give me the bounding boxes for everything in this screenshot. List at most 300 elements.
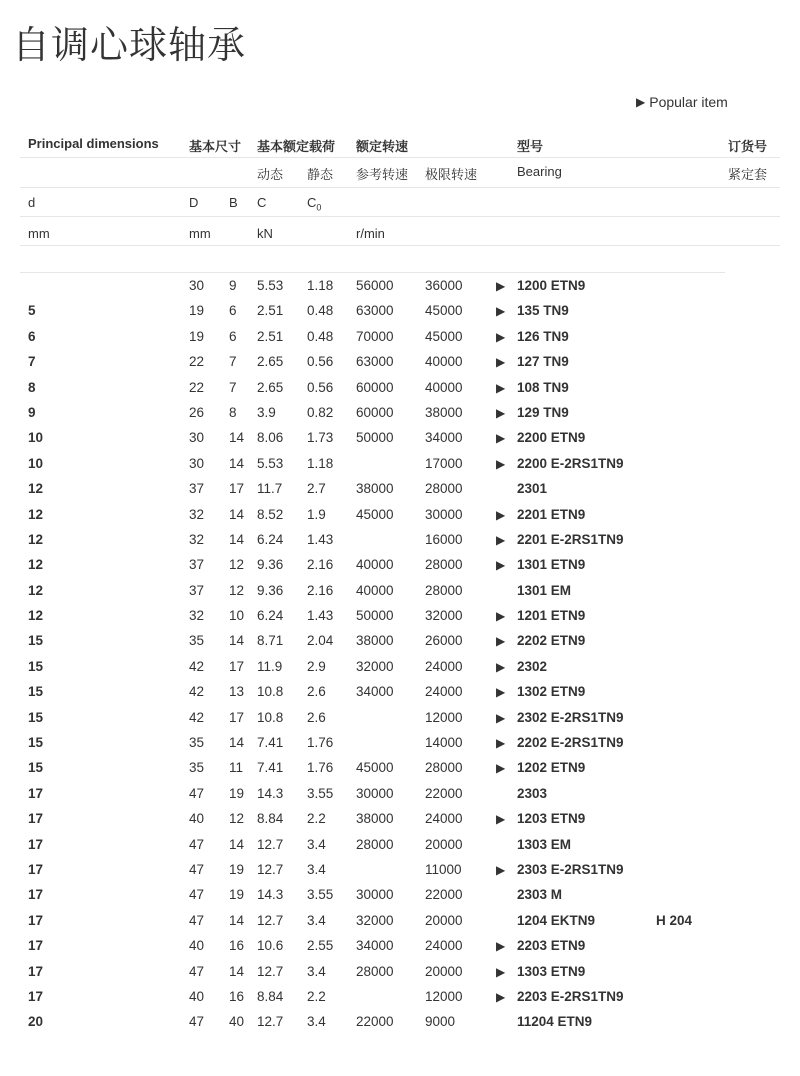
cell-outer-diameter: 32 [189,608,205,624]
cell-reference-speed: 56000 [356,278,394,293]
cell-width: 14 [229,912,245,928]
cell-dynamic-load: 8.84 [257,811,284,827]
cell-static-load: 2.9 [307,658,326,674]
header-reference-speed: 参考转速 [356,167,409,182]
cell-reference-speed: 22000 [356,1014,394,1030]
cell-limiting-speed: 40000 [425,354,463,370]
cell-d: 12 [28,531,44,547]
cell-width: 10 [229,608,245,624]
bearing-designation-link[interactable]: 1303 EM [517,836,572,852]
bearing-designation-link[interactable]: 2203 E-2RS1TN9 [517,988,624,1004]
table-row [0,1010,800,1035]
cell-width: 40 [229,1014,245,1030]
table-row [0,629,800,654]
table-row [0,528,800,553]
cell-reference-speed: 32000 [356,658,394,674]
cell-static-load: 2.2 [307,988,326,1004]
cell-outer-diameter: 30 [189,278,205,293]
cell-width: 11 [229,760,244,776]
cell-static-load: 3.55 [307,785,334,801]
cell-static-load: 0.56 [307,354,334,370]
header-load-rating: 基本额定载荷 [257,139,336,154]
header-C0 [307,195,321,213]
cell-limiting-speed: 28000 [425,481,463,497]
cell-reference-speed: 38000 [356,811,394,827]
cell-d: 17 [28,988,44,1004]
bearing-designation-link[interactable]: 2302 E-2RS1TN9 [517,709,624,725]
header-row-symbols [0,189,800,217]
cell-dynamic-load: 5.53 [257,278,284,293]
cell-static-load: 1.73 [307,430,334,446]
cell-limiting-speed: 12000 [425,709,463,725]
cell-limiting-speed: 32000 [425,608,463,624]
cell-dynamic-load: 10.6 [257,938,284,954]
cell-reference-speed: 45000 [356,506,394,522]
cell-limiting-speed: 9000 [425,1014,456,1030]
cell-d: 17 [28,811,44,827]
table-row [0,706,800,731]
cell-outer-diameter: 42 [189,684,205,700]
bearing-designation-link[interactable]: 2203 ETN9 [517,938,586,954]
cell-reference-speed: 28000 [356,836,394,852]
cell-static-load: 2.2 [307,811,326,827]
header-dynamic: 动态 [257,167,284,182]
cell-reference-speed: 38000 [356,481,394,497]
cell-dynamic-load: 8.06 [257,430,284,446]
bearing-designation-link[interactable]: 1302 ETN9 [517,684,586,700]
cell-outer-diameter: 40 [189,988,205,1004]
cell-static-load: 1.9 [307,506,326,522]
cell-width: 14 [229,506,245,522]
cell-d: 10 [28,430,44,446]
bearing-designation-link[interactable]: 1204 EKTN9 [517,912,596,928]
cell-static-load: 1.76 [307,760,334,776]
bearing-designation-link[interactable]: 2303 [517,785,548,801]
cell-reference-speed: 30000 [356,785,394,801]
cell-static-load: 3.55 [307,887,334,903]
cell-d: 12 [28,506,44,522]
cell-outer-diameter: 19 [189,328,205,344]
cell-static-load: 2.16 [307,582,334,598]
cell-width: 6 [229,328,237,344]
bearing-designation-link[interactable]: 2302 [517,658,548,674]
cell-limiting-speed: 34000 [425,430,463,446]
table-row [0,756,800,781]
cell-limiting-speed: 36000 [425,278,463,293]
cell-reference-speed: 70000 [356,328,394,344]
cell-outer-diameter: 40 [189,938,205,954]
triangle-right-icon: ▶ [496,710,506,725]
cell-limiting-speed: 45000 [425,328,463,344]
cell-dynamic-load: 3.9 [257,404,276,420]
triangle-right-icon: ▶ [496,862,506,877]
table-header [0,130,800,248]
cell-dynamic-load: 6.24 [257,608,284,624]
table-row [0,655,800,680]
cell-limiting-speed: 22000 [425,887,463,903]
bearing-designation-link[interactable]: 1301 EM [517,582,572,598]
bearing-designation-link[interactable]: 1203 ETN9 [517,811,586,827]
cell-static-load: 3.4 [307,1014,326,1030]
cell-outer-diameter: 47 [189,785,205,801]
table-row [0,604,800,629]
unit-C: kN [257,226,273,241]
cell-dynamic-load: 12.7 [257,1014,284,1030]
cell-d: 8 [28,379,36,395]
header-D: D [189,195,199,210]
cell-dynamic-load: 2.65 [257,354,284,370]
cell-width: 12 [229,582,245,598]
cell-width: 13 [229,684,245,700]
triangle-right-icon: ▶ [496,279,506,293]
cell-static-load: 1.18 [307,278,334,293]
cell-static-load: 1.43 [307,608,334,624]
table-row [0,401,800,426]
cell-outer-diameter: 47 [189,1014,205,1030]
cell-reference-speed: 40000 [356,582,394,598]
cell-static-load: 0.48 [307,303,334,319]
unit-D: mm [189,226,211,241]
cell-d: 12 [28,557,44,573]
header-divider [20,187,780,188]
cell-static-load: 2.6 [307,709,326,725]
cell-dynamic-load: 12.7 [257,836,284,852]
cell-width: 17 [229,481,245,497]
table-row [0,350,800,375]
cell-outer-diameter: 22 [189,379,205,395]
bearing-designation-link[interactable]: 127 TN9 [517,354,569,370]
cell-dynamic-load: 2.51 [257,303,284,319]
triangle-right-icon: ▶ [496,964,506,979]
cell-outer-diameter: 30 [189,430,205,446]
cell-limiting-speed: 24000 [425,811,463,827]
cell-d: 17 [28,963,44,979]
cell-static-load: 3.4 [307,963,326,979]
cell-static-load: 1.43 [307,531,334,547]
cell-reference-speed: 28000 [356,963,394,979]
cell-dynamic-load: 8.71 [257,633,284,649]
table-row [0,985,800,1010]
page-title: 自调心球轴承 [12,23,247,67]
cell-reference-speed: 50000 [356,430,394,446]
cell-static-load: 2.6 [307,684,326,700]
cell-d: 15 [28,658,44,674]
cell-static-load: 2.04 [307,633,334,649]
cell-d: 15 [28,684,44,700]
cell-dynamic-load: 9.36 [257,582,284,598]
unit-d: mm [28,226,50,241]
cell-outer-diameter: 19 [189,303,205,319]
header-row-sub [0,158,800,186]
cell-static-load: 3.4 [307,912,326,928]
cell-limiting-speed: 20000 [425,963,463,979]
triangle-right-icon: ▶ [496,609,506,624]
cell-outer-diameter: 37 [189,557,205,573]
header-divider [20,245,780,246]
cell-width: 14 [229,735,245,751]
cell-limiting-speed: 12000 [425,988,463,1004]
cell-limiting-speed: 24000 [425,684,463,700]
header-divider [20,216,780,217]
cell-dynamic-load: 2.65 [257,379,284,395]
header-principal-dimensions: Principal dimensions [28,136,159,151]
table-row [0,731,800,756]
table-row [0,833,800,858]
cell-reference-speed: 32000 [356,912,394,928]
cell-limiting-speed: 28000 [425,760,463,776]
cell-limiting-speed: 11000 [425,861,462,877]
cell-outer-diameter: 32 [189,531,205,547]
cell-reference-speed: 50000 [356,608,394,624]
cell-width: 16 [229,988,245,1004]
triangle-right-icon: ▶ [636,95,646,109]
table-row [0,934,800,959]
triangle-right-icon: ▶ [496,685,506,700]
header-C0-subscript: 0 [316,202,322,213]
cell-outer-diameter: 35 [189,760,205,776]
header-designation: 型号 [517,139,544,154]
bearing-designation-link[interactable]: 1301 ETN9 [517,557,586,573]
cell-outer-diameter: 35 [189,633,205,649]
cell-limiting-speed: 30000 [425,506,463,522]
bearing-designation-link[interactable]: 1303 ETN9 [517,963,586,979]
header-bearing: Bearing [517,164,562,179]
table-row [0,960,800,985]
cell-reference-speed: 60000 [356,404,394,420]
cell-limiting-speed: 28000 [425,557,463,573]
cell-d: 6 [28,328,36,344]
triangle-right-icon: ▶ [496,736,506,751]
cell-outer-diameter: 42 [189,709,205,725]
cell-reference-speed: 34000 [356,684,394,700]
cell-limiting-speed: 16000 [425,531,463,547]
cell-width: 14 [229,633,245,649]
cell-dynamic-load: 14.3 [257,785,284,801]
table-row [0,426,800,451]
bearing-designation-link[interactable]: 2301 [517,481,548,497]
bearing-designation-link[interactable]: 2201 ETN9 [517,506,586,522]
header-C0-symbol: C [307,195,317,210]
cell-static-load: 2.55 [307,938,334,954]
cell-dynamic-load: 10.8 [257,684,284,700]
triangle-right-icon: ▶ [496,634,506,649]
cell-reference-speed: 38000 [356,633,394,649]
bearing-designation-link[interactable]: 2303 M [517,887,563,903]
cell-dynamic-load: 8.52 [257,506,284,522]
cell-dynamic-load: 8.84 [257,988,284,1004]
bearing-designation-link[interactable]: 1200 ETN9 [517,278,586,293]
table-row [0,477,800,502]
cell-limiting-speed: 20000 [425,836,463,852]
bearing-designation-link[interactable]: 2303 E-2RS1TN9 [517,861,624,877]
cell-reference-speed: 34000 [356,938,394,954]
cell-outer-diameter: 32 [189,506,205,522]
cell-reference-speed: 63000 [356,303,394,319]
cell-width: 17 [229,709,245,725]
cell-reference-speed: 45000 [356,760,394,776]
cell-width: 16 [229,938,245,954]
table-row [0,325,800,350]
triangle-right-icon: ▶ [496,558,506,573]
cell-width: 7 [229,379,237,395]
cell-outer-diameter: 35 [189,735,205,751]
cell-d: 7 [28,354,36,370]
cell-dynamic-load: 5.53 [257,455,284,471]
table-row [0,909,800,934]
table-row [0,503,800,528]
cell-d: 15 [28,633,44,649]
bearing-designation-link[interactable]: 1201 ETN9 [517,608,586,624]
cell-d: 17 [28,785,44,801]
bearing-designation-link[interactable]: 2200 E-2RS1TN9 [517,455,624,471]
cell-width: 12 [229,811,245,827]
cell-width: 19 [229,785,245,801]
cell-dynamic-load: 6.24 [257,531,284,547]
cell-dynamic-load: 10.8 [257,709,284,725]
cell-limiting-speed: 26000 [425,633,463,649]
bearing-designation-link[interactable]: 2202 E-2RS1TN9 [517,735,624,751]
cell-width: 19 [229,887,245,903]
table-row [0,274,800,299]
cell-dynamic-load: 11.9 [257,658,283,674]
cell-d: 17 [28,938,44,954]
header-limiting-speed: 极限转速 [425,167,478,182]
cell-d: 15 [28,735,44,751]
cell-d: 17 [28,861,44,877]
cell-static-load: 0.56 [307,379,334,395]
cell-outer-diameter: 42 [189,658,205,674]
cell-static-load: 0.82 [307,404,334,420]
table-row [0,858,800,883]
bearing-designation-link[interactable]: 108 TN9 [517,379,569,395]
popular-item-label: Popular item [649,94,728,110]
popular-item-legend [636,94,728,110]
cell-outer-diameter: 47 [189,887,205,903]
triangle-right-icon: ▶ [496,405,506,420]
cell-width: 8 [229,404,237,420]
header-B: B [229,195,238,210]
table-row [0,807,800,832]
bearing-designation-link[interactable]: 11204 ETN9 [517,1014,593,1030]
cell-outer-diameter: 47 [189,912,205,928]
header-order-no: 订货号 [728,139,768,154]
unit-speed: r/min [356,226,385,241]
cell-reference-speed: 40000 [356,557,394,573]
triangle-right-icon: ▶ [496,456,506,471]
cell-d: 12 [28,608,44,624]
cell-outer-diameter: 37 [189,481,205,497]
adapter-sleeve-link[interactable]: H 204 [656,912,693,928]
cell-outer-diameter: 47 [189,861,205,877]
triangle-right-icon: ▶ [496,989,506,1004]
cell-width: 14 [229,836,245,852]
triangle-right-icon: ▶ [496,659,506,674]
cell-dynamic-load: 12.7 [257,912,284,928]
cell-d: 9 [28,404,36,420]
cell-dynamic-load: 7.41 [257,760,284,776]
table-row [0,553,800,578]
table-row [0,376,800,401]
cell-outer-diameter: 37 [189,582,205,598]
cell-limiting-speed: 28000 [425,582,463,598]
cell-width: 17 [229,658,245,674]
cell-reference-speed: 63000 [356,354,394,370]
cell-dynamic-load: 12.7 [257,861,284,877]
bearing-designation-link[interactable]: 2200 ETN9 [517,430,586,446]
header-d: d [28,195,36,210]
cell-width: 6 [229,303,237,319]
triangle-right-icon: ▶ [496,431,506,446]
cell-static-load: 3.4 [307,861,326,877]
cell-static-load: 0.48 [307,328,334,344]
header-adapter-sleeve: 紧定套 [728,167,768,182]
triangle-right-icon: ▶ [496,355,506,370]
bearing-designation-link[interactable]: 135 TN9 [517,303,569,319]
header-row-units [0,220,800,248]
cell-limiting-speed: 38000 [425,404,463,420]
triangle-right-icon: ▶ [496,304,506,319]
cell-width: 12 [229,557,245,573]
cell-limiting-speed: 45000 [425,303,463,319]
cell-width: 7 [229,354,237,370]
table-row [0,782,800,807]
bearing-designation-link[interactable]: 1202 ETN9 [517,760,586,776]
cell-outer-diameter: 47 [189,963,205,979]
cell-outer-diameter: 40 [189,811,205,827]
cell-width: 14 [229,531,245,547]
cell-outer-diameter: 26 [189,404,205,420]
cell-limiting-speed: 17000 [425,455,463,471]
cell-d: 5 [28,303,36,319]
cell-d: 15 [28,709,44,725]
cell-reference-speed: 30000 [356,887,394,903]
bearing-designation-link[interactable]: 126 TN9 [517,328,569,344]
cell-d: 12 [28,481,44,497]
cell-d: 12 [28,582,44,598]
cell-static-load: 1.76 [307,735,334,751]
triangle-right-icon: ▶ [496,532,506,547]
table-row [0,452,800,477]
header-row-groups [0,130,800,158]
cell-static-load: 1.18 [307,455,334,471]
table-row [0,579,800,604]
cell-d: 15 [28,760,44,776]
bearing-designation-link[interactable]: 2202 ETN9 [517,633,586,649]
cell-width: 14 [229,963,245,979]
cell-limiting-speed: 22000 [425,785,463,801]
cell-outer-diameter: 30 [189,455,205,471]
header-speed-rating: 额定转速 [356,139,409,154]
bearing-designation-link[interactable]: 2201 E-2RS1TN9 [517,531,624,547]
triangle-right-icon: ▶ [496,329,506,344]
cell-dynamic-load: 14.3 [257,887,284,903]
cell-limiting-speed: 40000 [425,379,463,395]
cell-dynamic-load: 11.7 [257,481,283,497]
triangle-right-icon: ▶ [496,507,506,522]
cell-width: 14 [229,430,245,446]
table-row [0,680,800,705]
cell-width: 19 [229,861,245,877]
cell-d: 17 [28,836,44,852]
cell-outer-diameter: 47 [189,836,205,852]
cell-limiting-speed: 14000 [425,735,463,751]
header-static: 静态 [307,167,334,182]
cell-limiting-speed: 24000 [425,938,463,954]
header-C: C [257,195,267,210]
bearing-designation-link[interactable]: 129 TN9 [517,404,569,420]
cell-limiting-speed: 20000 [425,912,463,928]
cell-d: 17 [28,912,44,928]
